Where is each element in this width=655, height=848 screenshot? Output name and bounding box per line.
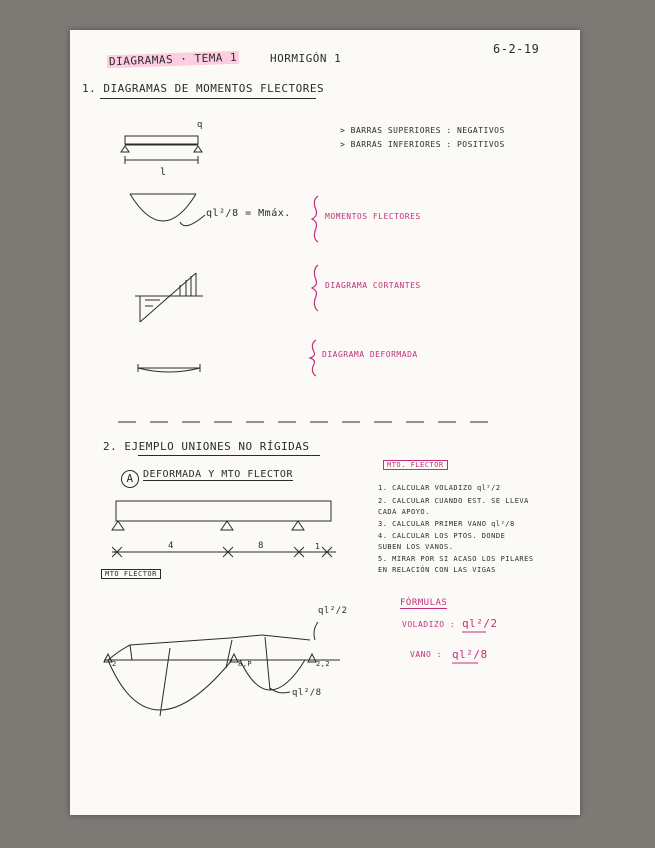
span-label: l [160,167,167,178]
note-bottom-bars: > BARRAS INFERIORES : POSITIVOS [340,140,505,149]
step-1: 1. CALCULAR VOLADIZO ql²/2 [378,484,501,492]
step-5: 5. MIRAR POR SI ACASO LOS PILARES [378,555,534,563]
max-moment-formula: ql²/8 = Mmáx. [206,208,291,219]
span-label-3: 1 [315,542,321,551]
continuous-moment-sketch [104,622,340,716]
continuous-beam-sketch [112,501,336,557]
brace-label-shear: DIAGRAMA CORTANTES [325,281,421,290]
step-4: 4. CALCULAR LOS PTOS. DONDE [378,532,506,540]
formula-vano-label: VANO : [410,650,442,659]
formula-voladizo: ql²/2 [462,617,498,630]
load-label: q [197,120,203,130]
span-label-2: 8 [258,541,264,551]
mto-flector-tag-left: MTO FLECTOR [101,569,161,579]
brace-moments [312,196,318,242]
diagram-left-support-label: 2 [112,660,117,668]
subject-label: HORMIGÓN 1 [270,52,342,65]
diagram-right-support-label: 2,2 [316,660,331,668]
loaded-beam-sketch [121,136,202,164]
step-5b: EN RELACIÓN CON LAS VIGAS [378,566,496,574]
step-2b: CADA APOYO. [378,508,430,516]
brace-label-deformed: DIAGRAMA DEFORMADA [322,350,418,359]
brace-deformed [310,340,316,376]
sub-a-marker: A [121,470,139,488]
step-2: 2. CALCULAR CUANDO EST. SE LLEVA [378,497,529,505]
brace-label-moments: MOMENTOS FLECTORES [325,212,421,221]
date-label: 6-2-19 [493,42,540,56]
section1-heading: 1. DIAGRAMAS DE MOMENTOS FLECTORES [82,82,325,95]
sub-a-title: DEFORMADA Y MTO FLECTOR [143,469,293,480]
step-3: 3. CALCULAR PRIMER VANO ql²/8 [378,520,515,528]
moment-parabola-sketch [130,194,196,221]
span-label-1: 4 [168,541,174,551]
deformed-diagram-sketch [138,364,200,372]
shear-diagram-sketch [135,273,203,322]
formula-vano: ql²/8 [452,648,488,661]
brace-shear [312,265,318,311]
step-4b: SUBEN LOS VANOS. [378,543,454,551]
note-top-bars: > BARRAS SUPERIORES : NEGATIVOS [340,126,505,135]
diagram-bottom-formula: ql²/8 [292,688,322,698]
section2-heading: 2. EJEMPLO UNIONES NO RÍGIDAS [103,440,310,453]
diagram-top-formula: ql²/2 [318,606,348,616]
diagram-mid-support-label: 8,P [238,660,253,668]
mto-flector-tag-right: MTO. FLECTOR [383,460,448,470]
formula-voladizo-label: VOLADIZO : [402,620,456,629]
page-title: DIAGRAMAS · TEMA 1 [108,50,238,69]
formulas-title: FÓRMULAS [400,598,448,608]
